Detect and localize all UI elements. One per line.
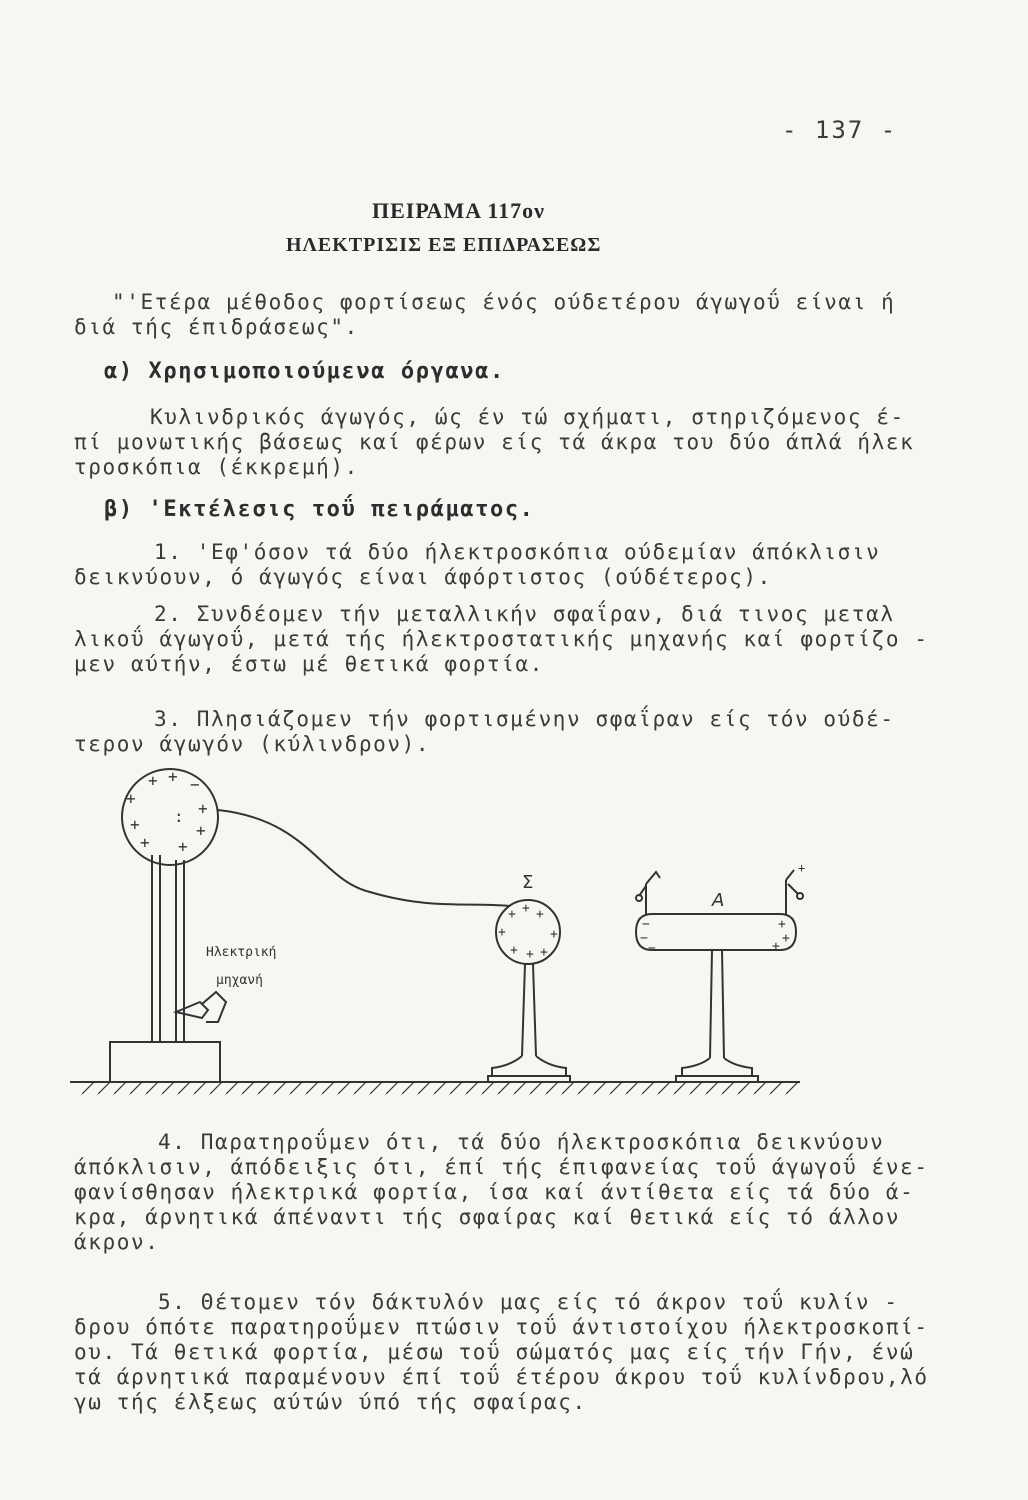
text-line: 3. Πλησιάζομεν τήν φορτισμένην σφαΐραν είς τόν ούδέ-	[154, 707, 895, 731]
svg-text:+: +	[550, 927, 558, 942]
experiment-title: ΠΕΙΡΑΜΑ 117ον	[372, 198, 545, 223]
text-line: πί μονωτικής βάσεως καί φέρων είς τά άκρα του δύο άπλά ήλεκ	[74, 430, 915, 454]
step-3	[74, 707, 895, 757]
section-b-heading: β) 'Εκτέλεσις τοΰ πειράματος.	[104, 497, 535, 522]
text-line: φανίσθησαν ήλεκτρικά φορτία, ίσα καί άντίθετα είς τά δύο ά-	[74, 1180, 915, 1204]
svg-text:+: +	[198, 799, 208, 818]
section-a-heading: α) Χρησιμοποιούμενα όργανα.	[104, 359, 505, 384]
svg-text:+: +	[782, 931, 790, 946]
section-a-paragraph	[74, 405, 915, 480]
text-line: γω τής έλξεως αύτών ύπό τής σφαίρας.	[74, 1390, 587, 1414]
svg-text:+: +	[536, 907, 544, 922]
svg-text:+: +	[508, 907, 516, 922]
text-line: τά άρνητικά παραμένουν έπί τοΰ έτέρου άκρου τοΰ κυλίνδρου,λό	[74, 1365, 929, 1389]
text-line: διά τής έπιδράσεως".	[74, 315, 359, 339]
svg-text:+: +	[130, 815, 140, 834]
text-line: τερον άγωγόν (κύλινδρον).	[74, 732, 431, 756]
text-line: 5. Θέτομεν τόν δάκτυλόν μας είς τό άκρον τοΰ κυλίν -	[158, 1290, 899, 1314]
svg-text:+: +	[778, 917, 786, 932]
text-line: λικοΰ άγωγοΰ, μετά τής ήλεκτροστατικής μηχανής καί φορτίζο -	[74, 627, 929, 651]
sphere-charges	[498, 901, 558, 962]
text-line: Κυλινδρικός άγωγός, ώς έν τώ σχήματι, στηριζόμενος έ-	[150, 405, 905, 429]
svg-text:+: +	[510, 943, 518, 958]
text-line: 2. Συνδέομεν τήν μεταλλικήν σφαΐραν, διά τινος μεταλ	[154, 602, 895, 626]
svg-text:+: +	[540, 945, 548, 960]
svg-text:+: +	[140, 833, 150, 852]
connecting-wire	[218, 810, 510, 906]
svg-text:+: +	[168, 767, 178, 786]
machine-label-line2: μηχανή	[216, 973, 263, 988]
svg-text:+: +	[126, 789, 136, 808]
text-line: "'Ετέρα μέθοδος φορτίσεως ένός ούδετέρου άγωγοΰ είναι ή	[112, 290, 896, 314]
svg-text:−: −	[640, 931, 648, 946]
step-1	[74, 540, 884, 590]
electroscope-left	[636, 872, 660, 914]
svg-text::: :	[174, 807, 184, 826]
text-line: 4. Παρατηροΰμεν ότι, τά δύο ήλεκτροσκόπια δεικνύουν	[158, 1130, 885, 1154]
svg-text:+: +	[798, 861, 806, 875]
step-5	[74, 1290, 929, 1415]
conductor-label: Α	[712, 890, 725, 911]
text-line: δρου όπότε παρατηροΰμεν πτώσιν τοΰ άντιστοίχου ήλεκτροσκοπί-	[74, 1315, 929, 1339]
experiment-subtitle: ΗΛΕΚΤΡΙΣΙΣ ΕΞ ΕΠΙΔΡΑΣΕΩΣ	[286, 234, 602, 256]
machine-label-line1: Ηλεκτρική	[206, 945, 277, 960]
sphere-label: Σ	[522, 872, 534, 893]
svg-text:+: +	[196, 821, 206, 840]
step-2	[74, 602, 929, 677]
text-line: άκρον.	[74, 1230, 160, 1254]
text-line: άπόκλισιν, άπόδειξις ότι, έπί τής έπιφανείας τοΰ άγωγοΰ ένε-	[74, 1155, 929, 1179]
electrostatic-machine	[110, 769, 226, 1082]
text-line: 1. 'Εφ'όσον τά δύο ήλεκτροσκόπια ούδεμίαν άπόκλισιν	[154, 540, 881, 564]
text-line: μεν αύτήν, έστω μέ θετικά φορτία.	[74, 652, 545, 676]
figure-drawing	[70, 760, 810, 1100]
text-line: ου. Τά θετικά φορτία, μέσω τοΰ σώματός μας είς τήν Γήν, ένώ	[74, 1340, 915, 1364]
svg-text:+: +	[772, 939, 780, 954]
electroscope-right	[786, 870, 803, 914]
page-number: - 137 -	[782, 116, 898, 144]
svg-text:+: +	[178, 837, 188, 856]
intro-paragraph	[74, 290, 896, 340]
text-line: τροσκόπια (έκκρεμή).	[74, 455, 359, 479]
text-line: κρα, άρνητικά άπέναντι τής σφαίρας καί θετικά είς τό άλλον	[74, 1205, 901, 1229]
svg-text:−: −	[190, 775, 200, 794]
step-4	[74, 1130, 929, 1255]
svg-text:−: −	[642, 917, 650, 932]
text-line: δεικνύουν, ό άγωγός είναι άφόρτιστος (ούδέτερος).	[74, 565, 772, 589]
svg-text:−: −	[648, 941, 656, 956]
svg-text:+: +	[526, 947, 534, 962]
experiment-figure	[70, 760, 810, 1100]
svg-text:+: +	[498, 925, 506, 940]
ground-hatching	[82, 1082, 798, 1094]
svg-text:+: +	[148, 771, 158, 790]
svg-text:+: +	[522, 901, 530, 916]
